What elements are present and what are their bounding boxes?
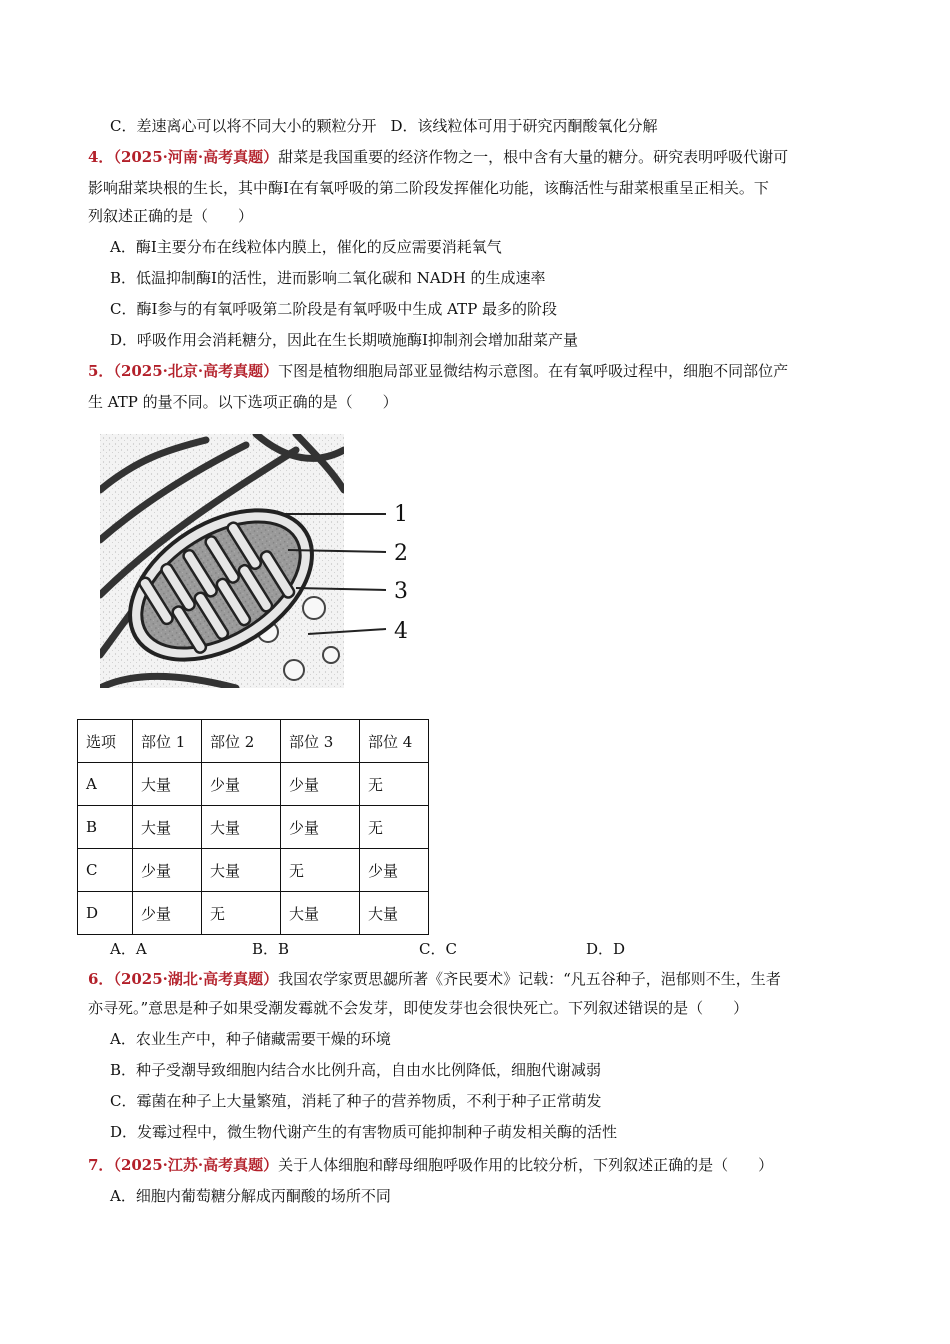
q4-option-b: B．低温抑制酶Ⅰ的活性，进而影响二氧化碳和 NADH 的生成速率 — [110, 269, 546, 287]
table-cell: A — [78, 763, 133, 806]
q4-stem-line2: 影响甜菜块根的生长，其中酶Ⅰ在有氧呼吸的第二阶段发挥催化功能，该酶活性与甜菜根重呈正相关。下 — [88, 179, 769, 197]
table-cell: 少量 — [133, 849, 202, 892]
q4-option-d: D．呼吸作用会消耗糖分，因此在生长期喷施酶Ⅰ抑制剂会增加甜菜产量 — [110, 331, 578, 349]
q4-source-tag: （2025·河南·高考真题） — [113, 148, 279, 166]
vesicle-4 — [323, 647, 339, 663]
table-header-row — [78, 720, 429, 763]
q4-option-c: C．酶Ⅰ参与的有氧呼吸第二阶段是有氧呼吸中生成 ATP 最多的阶段 — [110, 300, 558, 318]
table-cell: 大量 — [133, 763, 202, 806]
table-header-cell: 部位 2 — [202, 720, 281, 763]
table-header-cell: 选项 — [78, 720, 133, 763]
q4-stem-text1: 甜菜是我国重要的经济作物之一，根中含有大量的糖分。研究表明呼吸代谢可 — [278, 148, 789, 166]
q7-source-tag: （2025·江苏·高考真题） — [113, 1156, 279, 1174]
table-cell: 大量 — [202, 849, 281, 892]
q7-stem-text1: 关于人体细胞和酵母细胞呼吸作用的比较分析，下列叙述正确的是（ ） — [278, 1156, 774, 1174]
q6-source-tag: （2025·湖北·高考真题） — [113, 970, 279, 988]
table-row — [78, 763, 429, 806]
table-cell: 少量 — [202, 763, 281, 806]
q5-stem-line2: 生 ATP 的量不同。以下选项正确的是（ ） — [88, 393, 398, 411]
q6-stem-line1 — [88, 968, 781, 990]
table-cell: 无 — [360, 806, 429, 849]
figure-label-2: 2 — [394, 541, 408, 566]
table-cell: 无 — [281, 849, 360, 892]
table-cell: 大量 — [202, 806, 281, 849]
q6-option-b: B．种子受潮导致细胞内结合水比例升高，自由水比例降低，细胞代谢减弱 — [110, 1061, 602, 1079]
q6-stem-text1: 我国农学家贾思勰所著《齐民要术》记载：“凡五谷种子，浥郁则不生，生者 — [278, 970, 781, 988]
q5-answer-d: D．D — [586, 940, 626, 958]
vesicle-3 — [284, 660, 304, 680]
q3-option-c: C．差速离心可以将不同大小的颗粒分开 — [110, 117, 377, 135]
q6-option-d: D．发霉过程中，微生物代谢产生的有害物质可能抑制种子萌发相关酶的活性 — [110, 1123, 618, 1141]
q5-options-table — [77, 719, 429, 935]
q3-option-d: D．该线粒体可用于研究丙酮酸氧化分解 — [390, 117, 658, 135]
table-cell: 少量 — [360, 849, 429, 892]
q4-option-a: A．酶Ⅰ主要分布在线粒体内膜上，催化的反应需要消耗氧气 — [110, 238, 502, 256]
table-header-cell: 部位 3 — [281, 720, 360, 763]
q4-number: 4． — [88, 148, 114, 166]
q7-stem-line1 — [88, 1154, 773, 1176]
table-header-cell: 部位 1 — [133, 720, 202, 763]
q6-option-c: C．霉菌在种子上大量繁殖，消耗了种子的营养物质，不利于种子正常萌发 — [110, 1092, 602, 1110]
q3-option-row — [110, 115, 658, 137]
figure-label-3: 3 — [394, 579, 408, 604]
q6-stem-line2: 亦寻死。”意思是种子如果受潮发霉就不会发芽，即使发芽也会很快死亡。下列叙述错误的是（ ） — [88, 999, 749, 1017]
table-cell: 少量 — [281, 806, 360, 849]
figure-label-1: 1 — [394, 502, 408, 527]
q5-answer-c: C．C — [419, 940, 457, 958]
table-cell: 无 — [202, 892, 281, 935]
q7-option-a: A．细胞内葡萄糖分解成丙酮酸的场所不同 — [110, 1187, 391, 1205]
table-cell: C — [78, 849, 133, 892]
q5-answer-b: B．B — [252, 940, 290, 958]
table-row — [78, 849, 429, 892]
vesicle-1 — [303, 597, 325, 619]
q4-stem-line3: 列叙述正确的是（ ） — [88, 207, 254, 225]
table-cell: 大量 — [133, 806, 202, 849]
table-row — [78, 806, 429, 849]
q5-stem-line1 — [88, 360, 788, 382]
table-row — [78, 892, 429, 935]
q5-answer-a: A．A — [110, 940, 147, 958]
q4-stem-line1 — [88, 146, 788, 168]
q6-option-a: A．农业生产中，种子储藏需要干燥的环境 — [110, 1030, 391, 1048]
table-cell: 大量 — [360, 892, 429, 935]
mitochondrion-figure — [96, 430, 416, 692]
table-cell: 无 — [360, 763, 429, 806]
table-cell: D — [78, 892, 133, 935]
q6-number: 6． — [88, 970, 114, 988]
table-cell: 少量 — [281, 763, 360, 806]
table-cell: 大量 — [281, 892, 360, 935]
q5-number: 5． — [88, 362, 114, 380]
figure-label-4: 4 — [394, 619, 408, 644]
q5-stem-text1: 下图是植物细胞局部亚显微结构示意图。在有氧呼吸过程中，细胞不同部位产 — [278, 362, 789, 380]
table-cell: B — [78, 806, 133, 849]
table-header-cell: 部位 4 — [360, 720, 429, 763]
table-cell: 少量 — [133, 892, 202, 935]
q5-source-tag: （2025·北京·高考真题） — [113, 362, 279, 380]
q7-number: 7． — [88, 1156, 114, 1174]
